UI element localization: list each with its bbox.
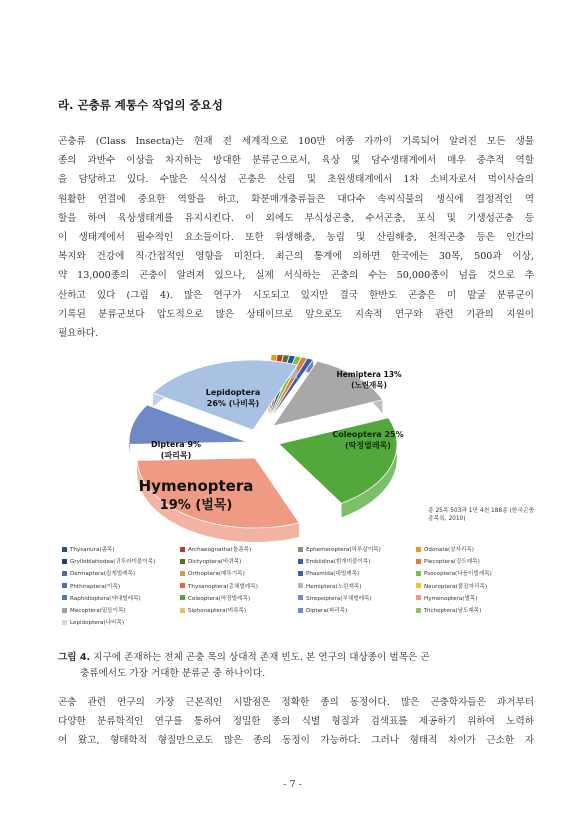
legend-label: Raphidioptera(약대벌레목)	[70, 595, 141, 602]
legend-swatch	[180, 583, 185, 588]
legend-label: Thysanura(좀목)	[70, 547, 115, 554]
legend-swatch	[180, 559, 185, 564]
legend-item	[180, 582, 298, 590]
legend-item	[416, 545, 534, 553]
legend-item	[62, 582, 180, 590]
chart-note-text: 총 25목 503과 1만 4천 188종 (한국곤충총목록, 2010)	[428, 508, 535, 522]
legend-swatch	[62, 583, 67, 588]
legend-label: Lepidoptera(나비목)	[70, 620, 125, 627]
legend-row	[62, 616, 534, 628]
legend-item	[298, 569, 416, 577]
legend-swatch	[298, 571, 303, 576]
legend-label: Thysanoptera(총채벌레목)	[188, 583, 258, 590]
legend-row	[62, 604, 534, 616]
hemiptera-sublabel: (노린재목)	[351, 380, 387, 390]
legend-item	[62, 557, 180, 565]
paragraph-line: 곤충 관련 연구의 가장 근본적인 시발점은 정확한 종의 동정이다. 많은 곤충학자들은 과거부터	[58, 697, 534, 708]
legend-label: Strepsiptera(부채벌레목)	[306, 595, 372, 602]
paragraph-line: 산하고 있다 (그림 4). 많은 연구가 시도되고 있지만 결국 한반도 곤충은 미 발굴 분류군이	[58, 289, 534, 301]
paragraph-line: 종의 과반수 이상을 차지하는 방대한 분류군으로서, 육상 및 담수생태계에서 매우 중추적 역할	[58, 155, 534, 167]
legend-swatch	[62, 608, 67, 613]
legend-swatch	[298, 547, 303, 552]
hymenoptera-sublabel: 19% (벌목)	[159, 498, 233, 513]
chart-legend	[62, 543, 534, 628]
legend-row	[62, 543, 534, 555]
legend-item	[180, 557, 298, 565]
section-heading: 라. 곤충류 계통수 작업의 중요성	[58, 98, 223, 112]
legend-label: Siphonaptera(벼룩목)	[188, 608, 247, 615]
legend-swatch	[416, 547, 421, 552]
paragraph-line: 다양한 분류학적인 연구를 통하여 정밀한 종의 식별 형질과 검색표를 제공하기 위하여 노력하	[58, 716, 534, 728]
legend-swatch	[180, 608, 185, 613]
legend-label: Dictyoptera(바퀴목)	[188, 559, 242, 566]
legend-label: Coleoptera(딱정벌레목)	[188, 595, 251, 602]
chart-note	[428, 507, 538, 523]
legend-label: Mecoptera(밑들이목)	[70, 608, 126, 615]
legend-swatch	[416, 583, 421, 588]
legend-item	[180, 606, 298, 614]
legend-item	[416, 557, 534, 565]
legend-label: Trichoptera(날도래목)	[424, 608, 482, 615]
legend-item	[62, 618, 180, 626]
hemiptera-label: Hemiptera 13%	[336, 370, 402, 379]
legend-swatch	[62, 547, 67, 552]
legend-item	[180, 545, 298, 553]
legend-swatch	[62, 559, 67, 564]
legend-row	[62, 592, 534, 604]
legend-label: Hemiptera(노린재목)	[306, 583, 362, 590]
legend-swatch	[298, 559, 303, 564]
legend-swatch	[416, 571, 421, 576]
paragraph-line: 곤충류 (Class Insecta)는 현재 전 세계적으로 100만 여종 가까이 기록되어 알려진 모든 생물	[58, 136, 534, 147]
legend-item	[416, 569, 534, 577]
paragraph-line: 필요하다.	[58, 328, 99, 340]
legend-label: Hymenoptera(벌목)	[424, 595, 478, 602]
legend-label: Neuroptera(풀잠자리목)	[424, 583, 488, 590]
coleoptera-label: Coleoptera 25%	[332, 430, 404, 439]
paragraph-line: 원활한 연결에 중요한 역할을 하고, 화분매개충류들은 대다수 속씨식물의 생식에 결정적인 역	[58, 193, 534, 205]
legend-item	[416, 594, 534, 602]
diptera-sublabel: (파리목)	[160, 451, 192, 460]
legend-label: Archaeognatha(돌좀목)	[188, 547, 252, 554]
paragraph-line: 을 담당하고 있다. 수많은 식식성 곤충은 산림 및 초원생태계에서 1차 소비자로서 먹이사슬의	[58, 174, 534, 186]
legend-swatch	[298, 583, 303, 588]
legend-row	[62, 567, 534, 579]
legend-row	[62, 580, 534, 592]
legend-label: Ephemeroptera(하루살이목)	[306, 547, 381, 554]
legend-row	[62, 555, 534, 567]
legend-label: Odonata(잠자리목)	[424, 547, 474, 554]
legend-swatch	[298, 608, 303, 613]
legend-item	[62, 545, 180, 553]
lepidoptera-label: Lepidoptera	[205, 388, 261, 397]
figure-caption-text-2: 충류에서도 가장 거대한 분류군 중 하나이다.	[80, 667, 266, 679]
figure-caption	[58, 650, 534, 681]
legend-item	[298, 582, 416, 590]
legend-swatch	[416, 608, 421, 613]
legend-label: Dermaptera(집게벌레목)	[70, 571, 136, 578]
paragraph-line: 약 13,000종의 곤충이 알려져 있으나, 실제 서식하는 곤충의 수는 50,000종이 넘을 것으로 추	[58, 270, 534, 282]
figure-caption-label: 그림 4.	[58, 652, 91, 663]
paragraph-line: 여 왔고, 형태학적 형질만으로도 많은 종의 동정이 가능하다. 그러나 형태적 차이가 근소한 자	[58, 735, 534, 747]
legend-label: Orthoptera(메뚜기목)	[188, 571, 245, 578]
legend-swatch	[298, 595, 303, 600]
legend-item	[298, 606, 416, 614]
legend-swatch	[416, 559, 421, 564]
legend-swatch	[62, 595, 67, 600]
outro-paragraph	[58, 693, 534, 751]
legend-label: Phasmida(대벌레목)	[306, 571, 360, 578]
legend-swatch	[180, 595, 185, 600]
legend-item	[298, 594, 416, 602]
intro-paragraph	[58, 132, 534, 343]
page-number: - 7 -	[283, 779, 302, 790]
legend-label: Grylloblattodea(귀뚜라미붙이목)	[70, 559, 156, 566]
hymenoptera-label: Hymenoptera	[138, 477, 254, 495]
legend-swatch	[180, 571, 185, 576]
legend-item	[62, 594, 180, 602]
legend-swatch	[62, 620, 67, 625]
lepidoptera-sublabel: 26% (나비목)	[206, 399, 260, 408]
legend-item	[416, 582, 534, 590]
paragraph-line: 할을 하여 육상생태계를 유지시킨다. 이 외에도 부식성곤충, 수서곤충, 포식 및 기생성곤충 등	[58, 212, 534, 224]
legend-item	[298, 545, 416, 553]
legend-label: Phthiraptera(이목)	[70, 583, 121, 590]
coleoptera-sublabel: (딱정벌레목)	[345, 441, 391, 450]
legend-label: Psocoptera(다듬이벌레목)	[424, 571, 492, 578]
paragraph-line: 기록된 분류군보다 압도적으로 많은 상태이므로 앞으로도 지속적 연구와 관련 기관의 지원이	[58, 308, 534, 320]
legend-item	[416, 606, 534, 614]
legend-swatch	[62, 571, 67, 576]
legend-item	[298, 557, 416, 565]
legend-label: Diptera(파리목)	[306, 608, 348, 615]
diptera-label: Diptera 9%	[150, 440, 202, 449]
legend-swatch	[416, 595, 421, 600]
legend-item	[62, 606, 180, 614]
paragraph-line: 복지와 건강에 직·간접적인 영향을 미친다. 최근의 통계에 의하면 한국에는 30목, 500과 이상,	[58, 251, 534, 263]
legend-item	[180, 569, 298, 577]
legend-item	[62, 569, 180, 577]
legend-item	[180, 594, 298, 602]
legend-label: Embiidina(흰개미붙이목)	[306, 559, 371, 566]
figure-caption-text: 지구에 존재하는 전체 곤충 목의 상대적 존재 빈도. 본 연구의 대상종이 벌목은 곤	[90, 652, 430, 663]
legend-label: Plecoptera(강도래목)	[424, 559, 480, 566]
legend-swatch	[180, 547, 185, 552]
paragraph-line: 이 생태계에서 필수적인 요소들이다. 또한 위생해충, 농림 및 산림해충, 천적곤충 등은 인간의	[58, 232, 534, 244]
